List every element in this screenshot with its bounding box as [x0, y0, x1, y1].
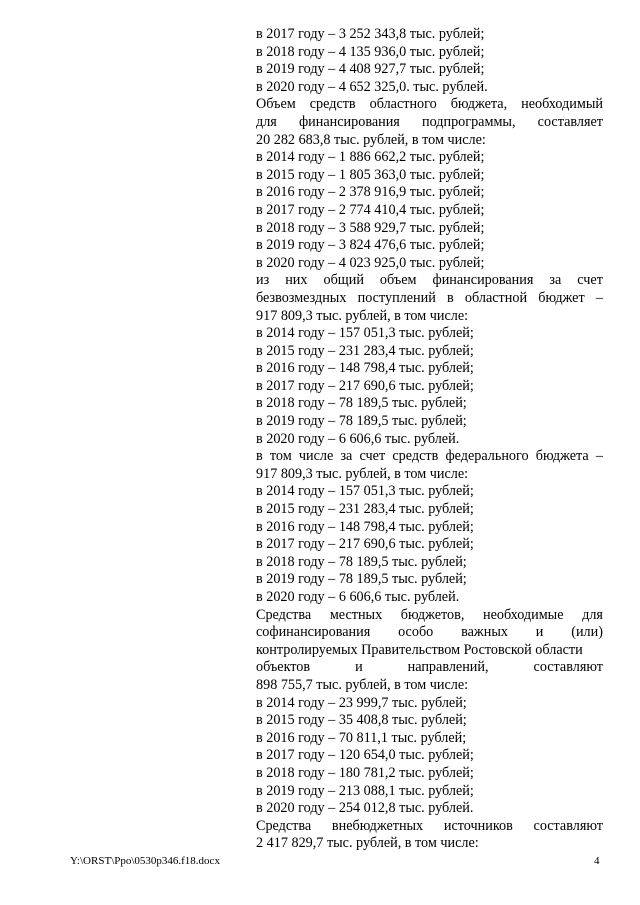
text-line: в 2019 году – 78 189,5 тыс. рублей;: [256, 413, 467, 430]
text-line: в 2016 году – 148 798,4 тыс. рублей;: [256, 360, 474, 377]
text-line: в 2015 году – 1 805 363,0 тыс. рублей;: [256, 166, 485, 183]
text-line: в 2019 году – 4 408 927,7 тыс. рублей;: [256, 61, 485, 78]
text-line: 917 809,3 тыс. рублей, в том числе:: [256, 465, 469, 482]
text-line: в 2020 году – 254 012,8 тыс. рублей.: [256, 800, 474, 817]
text-line: 917 809,3 тыс. рублей, в том числе:: [256, 307, 469, 324]
text-line: софинансирования особо важных и (или): [256, 624, 603, 641]
text-line: в 2019 году – 78 189,5 тыс. рублей;: [256, 571, 467, 588]
text-line: в 2018 году – 3 588 929,7 тыс. рублей;: [256, 219, 485, 236]
text-line: в 2019 году – 3 824 476,6 тыс. рублей;: [256, 237, 485, 254]
text-line: из них общий объем финансирования за счет: [256, 272, 603, 289]
text-line: для финансирования подпрограммы, составляет: [256, 113, 603, 130]
text-line: безвозмездных поступлений в областной бюджет –: [256, 289, 603, 306]
text-line: в 2020 году – 6 606,6 тыс. рублей.: [256, 430, 460, 447]
text-line: в 2015 году – 35 408,8 тыс. рублей;: [256, 712, 467, 729]
text-line: в 2017 году – 217 690,6 тыс. рублей;: [256, 536, 474, 553]
document-body: [256, 26, 603, 853]
text-line: в 2016 году – 2 378 916,9 тыс. рублей;: [256, 184, 485, 201]
text-line: Средства внебюджетных источников составляют: [256, 817, 603, 834]
text-line: в 2014 году – 157 051,3 тыс. рублей;: [256, 483, 474, 500]
text-line: в 2016 году – 70 811,1 тыс. рублей;: [256, 729, 467, 746]
text-line: в 2017 году – 217 690,6 тыс. рублей;: [256, 377, 474, 394]
text-line: объектов и направлений, составляют: [256, 659, 603, 676]
text-line: в 2015 году – 231 283,4 тыс. рублей;: [256, 501, 474, 518]
text-line: в 2018 году – 78 189,5 тыс. рублей;: [256, 395, 467, 412]
text-line: в 2020 году – 4 652 325,0. тыс. рублей.: [256, 78, 488, 95]
text-line: в том числе за счет средств федерального бюджета –: [256, 448, 603, 465]
text-line: 20 282 683,8 тыс. рублей, в том числе:: [256, 131, 486, 148]
text-line: в 2018 году – 4 135 936,0 тыс. рублей;: [256, 43, 485, 60]
text-line: контролируемых Правительством Ростовской области: [256, 641, 583, 658]
page-number: 4: [594, 855, 600, 867]
text-line: Средства местных бюджетов, необходимые для: [256, 606, 603, 623]
file-path: Y:\ORST\Ppo\0530p346.f18.docx: [70, 855, 220, 867]
text-line: в 2014 году – 157 051,3 тыс. рублей;: [256, 325, 474, 342]
text-line: в 2017 году – 120 654,0 тыс. рублей;: [256, 747, 474, 764]
text-line: в 2014 году – 1 886 662,2 тыс. рублей;: [256, 149, 485, 166]
text-line: в 2020 году – 6 606,6 тыс. рублей.: [256, 589, 460, 605]
text-line: в 2020 году – 4 023 925,0 тыс. рублей;: [256, 254, 485, 271]
text-line: в 2016 году – 148 798,4 тыс. рублей;: [256, 518, 474, 535]
text-line: Объем средств областного бюджета, необходимый: [256, 96, 603, 113]
text-line: в 2014 году – 23 999,7 тыс. рублей;: [256, 694, 467, 711]
text-line: в 2017 году – 2 774 410,4 тыс. рублей;: [256, 201, 485, 218]
text-line: в 2018 году – 180 781,2 тыс. рублей;: [256, 764, 474, 781]
text-line: в 2017 году – 3 252 343,8 тыс. рублей;: [256, 26, 485, 42]
text-line: 2 417 829,7 тыс. рублей, в том числе:: [256, 835, 479, 852]
text-line: 898 755,7 тыс. рублей, в том числе:: [256, 676, 469, 693]
text-line: в 2018 году – 78 189,5 тыс. рублей;: [256, 553, 467, 570]
text-line: в 2019 году – 213 088,1 тыс. рублей;: [256, 782, 474, 799]
text-line: в 2015 году – 231 283,4 тыс. рублей;: [256, 342, 474, 359]
